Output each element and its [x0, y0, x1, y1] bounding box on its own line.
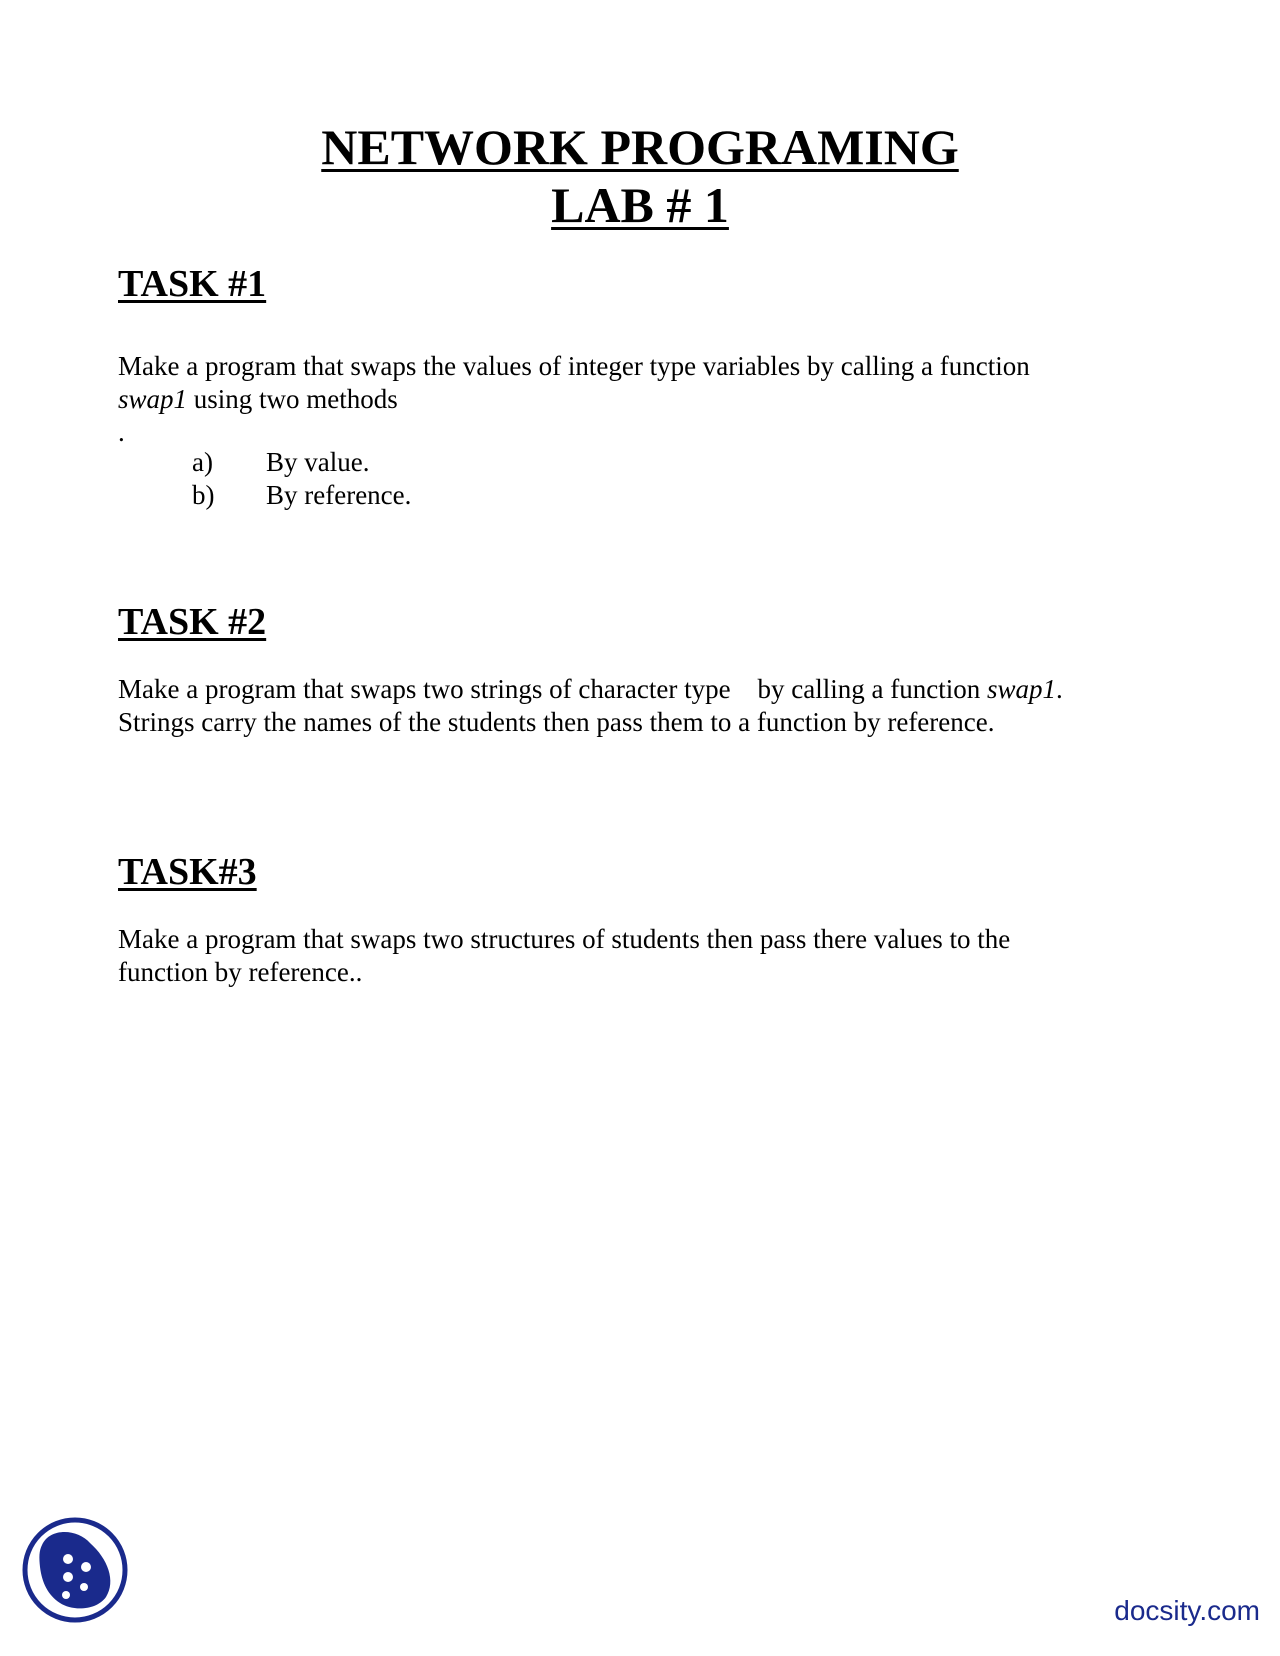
list-item — [192, 446, 411, 479]
task3-line-1: Make a program that swaps two structures of students then pass there values to the — [118, 924, 1011, 954]
title-line-1: NETWORK PROGRAMING — [321, 119, 959, 175]
task1-description — [118, 350, 1178, 449]
task3-line-2: function by reference.. — [118, 957, 363, 987]
task1-function-name: swap1 — [118, 384, 188, 414]
task3-heading: TASK#3 — [118, 851, 257, 893]
list-item — [192, 479, 411, 512]
task1-line-3: . — [118, 417, 125, 447]
document-title — [0, 118, 1280, 234]
task1-method-list — [192, 446, 411, 512]
list-item-marker: b) — [192, 480, 215, 510]
task2-description — [118, 673, 1178, 739]
docsity-logo-icon[interactable] — [20, 1515, 130, 1625]
task1-line-2 — [118, 383, 1178, 416]
task2-function-name: swap1 — [986, 674, 1057, 704]
title-line-2: LAB # 1 — [551, 177, 729, 233]
list-item-text: By reference. — [266, 480, 412, 510]
task3-description — [118, 923, 1178, 989]
docsity-brand-link[interactable]: docsity.com — [1114, 1595, 1260, 1626]
task2-line-1 — [118, 673, 1178, 706]
task1-line-1: Make a program that swaps the values of integer type variables by calling a function — [118, 351, 1030, 381]
task2-line-2: Strings carry the names of the students then pass them to a function by reference. — [118, 707, 995, 737]
task1-line-2-rest: using two methods — [187, 384, 398, 414]
list-item-marker: a) — [192, 447, 213, 477]
task2-line-1-start: Make a program that swaps two strings of character type by calling a function — [118, 674, 987, 704]
list-item-text: By value. — [266, 447, 370, 477]
task2-line-1-end: . — [1056, 674, 1063, 704]
task1-heading: TASK #1 — [118, 263, 267, 305]
task2-heading: TASK #2 — [118, 601, 267, 643]
